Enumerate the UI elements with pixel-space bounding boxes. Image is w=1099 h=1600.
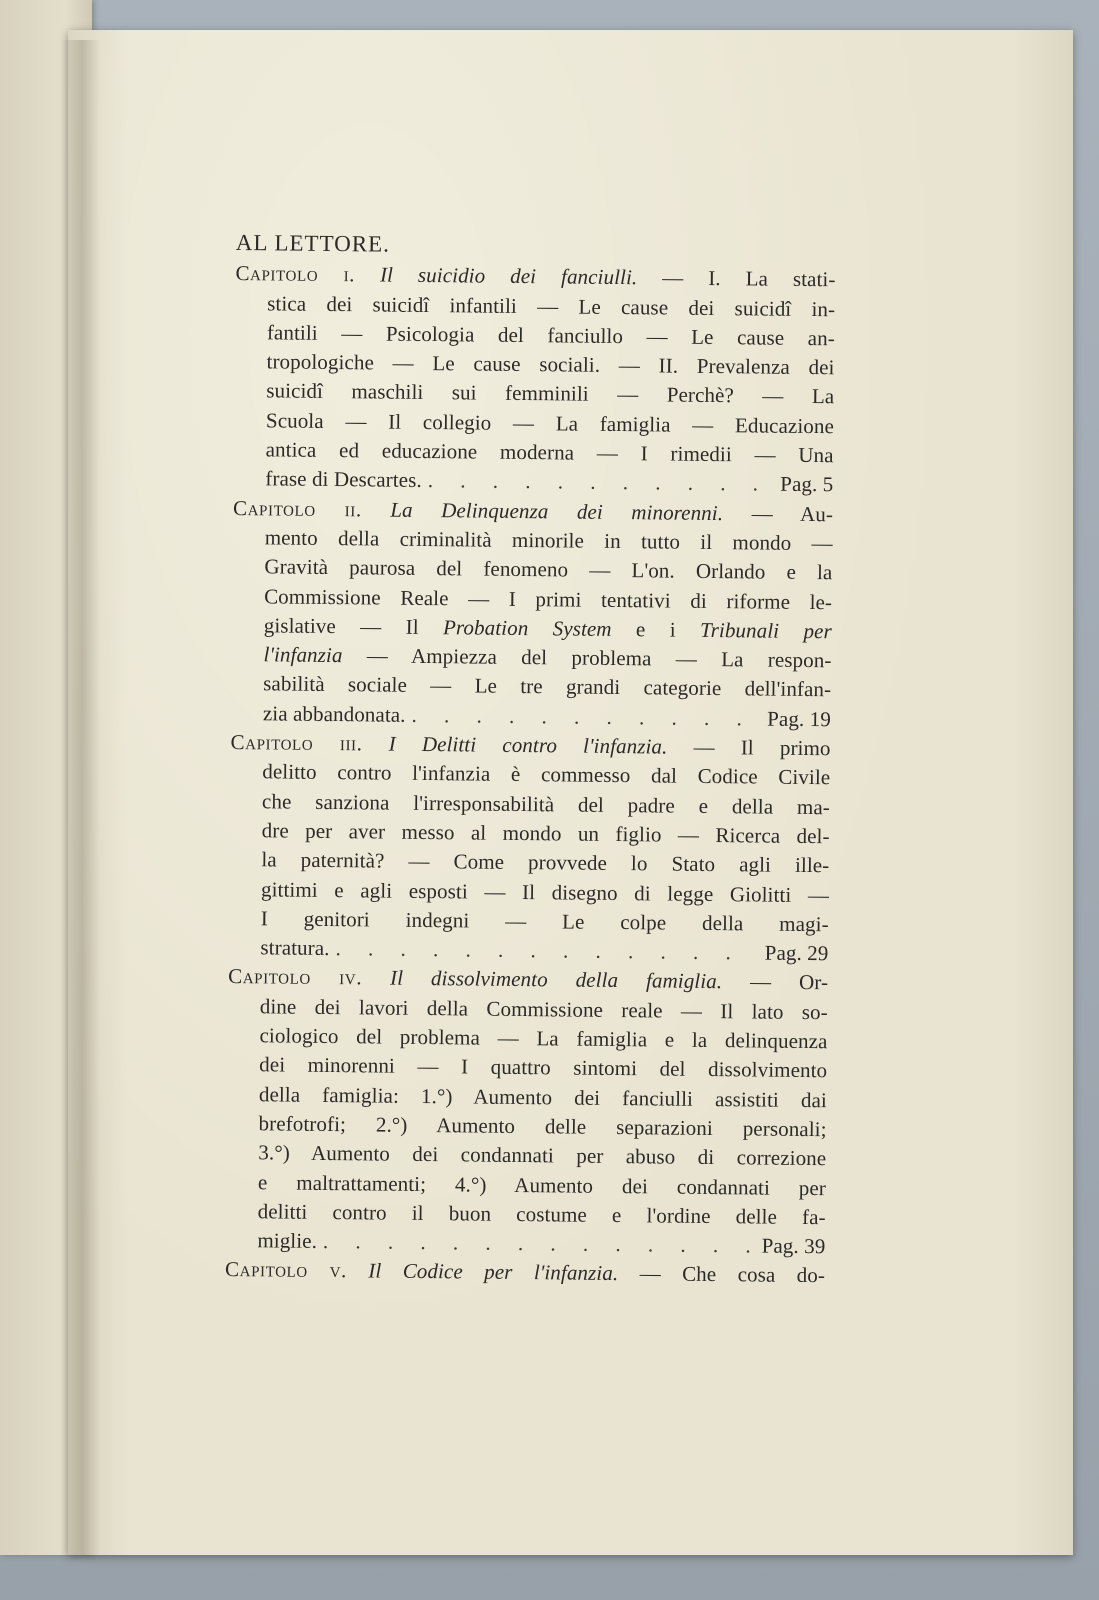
chapter-4-line: della famiglia: 1.°) Aumento dei fanciulli assistiti dai — [258, 1081, 828, 1112]
chapter-1-line: stica dei suicidî infantili — Le cause dei suicidî in- — [267, 290, 836, 321]
chapter-1-title: Il suicidio dei fanciulli. — [379, 262, 638, 290]
chapter-3-line: gittimi e agli esposti — Il disegno di legge Giolitti — — [260, 876, 830, 907]
chapter-4-page-ref: Pag. 39 — [761, 1233, 826, 1259]
chapter-2-line: Gravità paurosa del fenomeno — L'on. Orlando e la — [264, 554, 833, 585]
chapter-4-title: Il dissolvimento della famiglia. — [389, 966, 723, 994]
chapter-4-line: brefotrofi; 2.°) Aumento delle separazioni personali; — [258, 1111, 827, 1142]
chapter-3-lead: — Il primo — [693, 734, 831, 761]
chapter-2-mixed-a: gislative — Il — [263, 613, 444, 640]
table-of-contents — [225, 228, 836, 1291]
chapter-1-lead: — I. La stati- — [662, 265, 836, 292]
chapter-4-lead: — Or- — [749, 969, 829, 995]
toc-entry-chapter-3 — [228, 728, 830, 969]
chapter-2-line: mento della criminalità minorile in tutto il mondo — — [264, 525, 833, 556]
chapter-1-label: Capitolo i. — [235, 261, 356, 287]
chapter-4-line: 3.°) Aumento dei condannati per abuso di correzione — [258, 1140, 827, 1171]
chapter-1-line: Scuola — Il collegio — La famiglia — Educazione — [265, 408, 835, 439]
toc-entry-chapter-5 — [225, 1255, 825, 1291]
chapter-2-mixed-b: l'infanzia — [263, 642, 343, 668]
chapter-2-line: Commissione Reale — I primi tentativi di riforme le- — [264, 583, 833, 614]
toc-heading: AL LETTORE. — [235, 229, 391, 257]
dot-leader — [335, 934, 758, 968]
chapter-3-line: la paternità? — Come provvede lo Stato agli ille- — [261, 847, 830, 878]
chapter-5-label: Capitolo v. — [224, 1257, 348, 1283]
chapter-2-mixed-c: — Ampiezza del problema — La respon- — [342, 643, 832, 673]
chapter-5-title: Il Codice per l'infanzia. — [368, 1258, 619, 1286]
chapter-3-last-line: stratura. — [260, 935, 330, 961]
chapter-4-line: dine dei lavori della Commissione reale — Il lato so- — [259, 994, 828, 1024]
chapter-4-label: Capitolo iv. — [228, 964, 363, 990]
chapter-5-title-line — [225, 1255, 825, 1291]
toc-entry-chapter-1 — [233, 259, 835, 500]
chapter-2-page-ref: Pag. 19 — [767, 706, 832, 732]
chapter-4-line: dei minorenni — I quattro sintomi del dissolvimento — [259, 1052, 828, 1083]
chapter-1-line: tropologiche — Le cause sociali. — II. Prevalenza dei — [266, 349, 835, 380]
chapter-3-line: che sanziona l'irresponsabilità del padre e della ma- — [261, 788, 831, 819]
toc-entry-chapter-2 — [231, 494, 833, 735]
chapter-1-page-ref: Pag. 5 — [780, 472, 834, 497]
toc-entry-chapter-4 — [225, 962, 828, 1261]
chapter-2-title: La Delinquenza dei minorenni. — [390, 497, 724, 525]
chapter-2-mixed-c: e i — [611, 616, 701, 642]
chapter-3-line: I genitori indegni — Le colpe della magi- — [260, 906, 829, 937]
chapter-5-lead: — Che cosa do- — [639, 1261, 826, 1288]
chapter-3-label: Capitolo iii. — [230, 730, 363, 756]
dot-leader — [323, 1227, 756, 1261]
chapter-4-last-line: miglie. — [257, 1228, 318, 1253]
chapter-3-page-ref: Pag. 29 — [764, 940, 829, 966]
chapter-1-last-line: frase di Descartes. — [265, 466, 422, 493]
chapter-2-mixed-b: Probation System — [442, 615, 612, 641]
chapter-3-line: delitto contro l'infanzia è commesso dal Codice Civile — [262, 759, 831, 790]
chapter-2-mixed-d: Tribunali per — [699, 617, 832, 644]
chapter-1-line: antica ed educazione moderna — I rimedii — Una — [265, 437, 834, 468]
chapter-1-line: fantili — Psicologia del fanciullo — Le cause an- — [266, 320, 836, 351]
book-spine-shadow — [60, 40, 100, 1555]
chapter-2-last-line: zia abbandonata. — [262, 701, 406, 727]
chapter-4-line: ciologico del problema — La famiglia e la delinquenza — [259, 1023, 828, 1054]
dot-leader — [411, 701, 761, 734]
dot-leader — [428, 466, 775, 499]
chapter-2-label: Capitolo ii. — [232, 495, 362, 522]
chapter-1-line: suicidî maschili sui femminili — Perchè? — La — [266, 378, 835, 409]
chapter-3-title: I Delitti contro l'infanzia. — [388, 731, 668, 759]
chapter-3-line: dre per aver messo al mondo un figlio — Ricerca del- — [261, 818, 830, 849]
chapter-2-lead: — Au- — [751, 501, 834, 526]
chapter-2-line: sabilità sociale — Le tre grandi categorie dell'infan- — [263, 671, 832, 702]
chapter-4-line: e maltrattamenti; 4.°) Aumento dei condannati per — [257, 1169, 827, 1200]
chapter-4-line: delitti contro il buon costume e l'ordine delle fa- — [257, 1199, 826, 1230]
